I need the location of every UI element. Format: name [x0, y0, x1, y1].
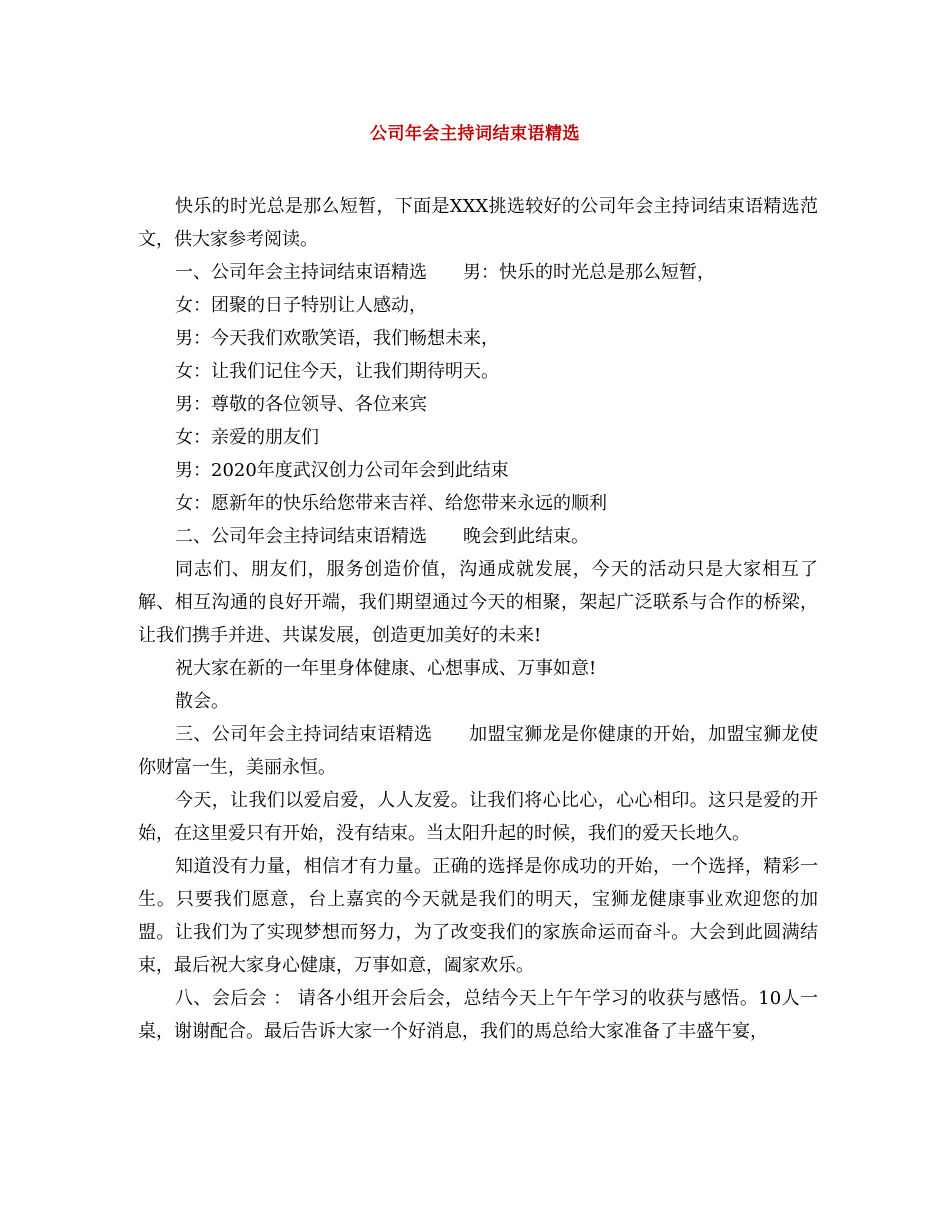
paragraph-body: 今天，让我们以爱启爱，人人友爱。让我们将心比心，心心相印。这只是爱的开始，在这里爱只有开始，没有结束。当太阳升起的时候，我们的爱天长地久。: [138, 790, 818, 844]
paragraph-section-2-heading: 二、公司年会主持词结束语精选 晚会到此结束。: [175, 526, 589, 547]
document-title: 公司年会主持词结束语精选: [370, 124, 580, 144]
paragraph-dialogue-line: 男：今天我们欢歌笑语，我们畅想未来，: [175, 328, 499, 349]
paragraph-body: 祝大家在新的一年里身体健康、心想事成、万事如意!: [175, 658, 597, 679]
paragraph-dialogue-line: 女：让我们记住今天，让我们期待明天。: [175, 361, 499, 382]
paragraph-dialogue-line: 女：亲爱的朋友们: [175, 427, 319, 448]
document-body: [138, 190, 818, 1048]
paragraph-dialogue-line: 男：2020年度武汉创力公司年会到此结束: [175, 460, 509, 481]
paragraph-section-1-heading: 一、公司年会主持词结束语精选 男：快乐的时光总是那么短暂，: [175, 262, 715, 283]
paragraph-body: 散会。: [175, 691, 229, 712]
paragraph-dialogue-line: 女：愿新年的快乐给您带来吉祥、给您带来永远的顺利: [175, 493, 607, 514]
paragraph-body: 同志们、朋友们，服务创造价值，沟通成就发展，今天的活动只是大家相互了解、相互沟通的良好开端，我们期望通过今天的相聚，架起广泛联系与合作的桥梁，让我们携手并进、共谋发展，创造更加美好的未来!: [138, 559, 818, 646]
paragraph-body: 知道没有力量，相信才有力量。正确的选择是你成功的开始，一个选择，精彩一生。只要我们愿意，台上嘉宾的今天就是我们的明天，宝狮龙健康事业欢迎您的加盟。让我们为了实现梦想而努力，为了改变我们的家族命运而奋斗。大会到此圆满结束，最后祝大家身心健康，万事如意，阖家欢乐。: [138, 856, 818, 976]
paragraph-section-8-heading: 八、会后会 ： 请各小组开会后会，总结今天上午午学习的收获与感悟。10人一桌，谢谢配合。最后告诉大家一个好消息，我们的馬总给大家准备了丰盛午宴，: [138, 988, 818, 1042]
paragraph-dialogue-line: 男：尊敬的各位领导、各位来宾: [175, 394, 427, 415]
paragraph-section-3-heading: 三、公司年会主持词结束语精选 加盟宝狮龙是你健康的开始，加盟宝狮龙使你财富一生，美丽永恒。: [138, 724, 818, 778]
paragraph-intro: 快乐的时光总是那么短暂，下面是XXX挑选较好的公司年会主持词结束语精选范文，供大家参考阅读。: [138, 196, 818, 250]
paragraph-dialogue-line: 女：团聚的日子特别让人感动，: [175, 295, 427, 316]
